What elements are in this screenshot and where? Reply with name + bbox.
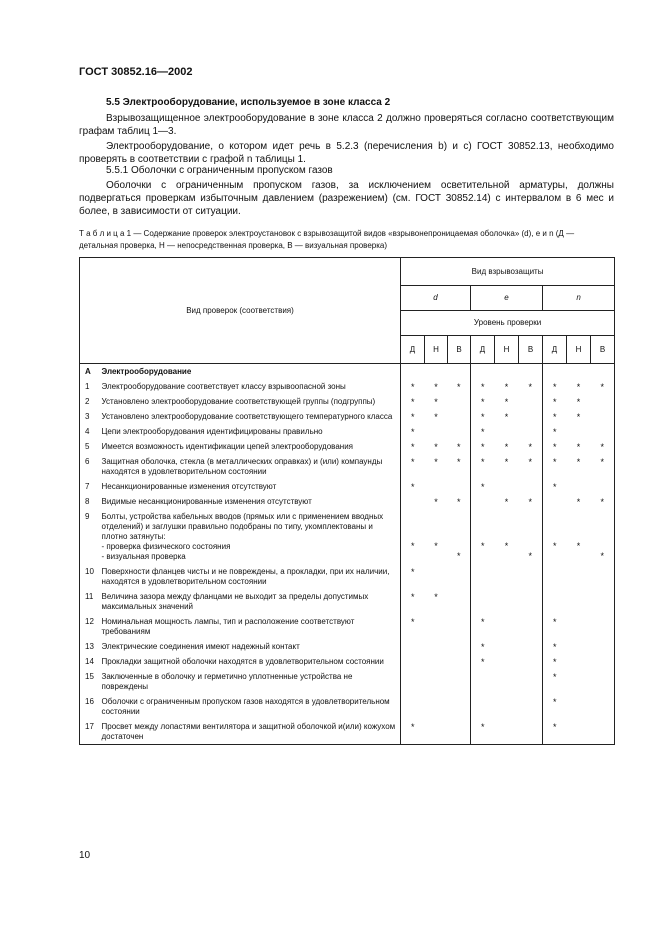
check-mark-cell <box>519 654 543 669</box>
check-mark-cell: * <box>504 497 509 507</box>
check-mark-cell: * <box>434 397 438 407</box>
check-mark-cell: * <box>401 614 425 639</box>
check-mark-cell: * <box>543 379 567 394</box>
row-number: 13 <box>80 639 100 654</box>
checks-table <box>79 257 615 745</box>
check-mark-cell <box>448 364 471 380</box>
check-mark-cell <box>471 364 495 380</box>
check-mark-cell <box>495 564 519 589</box>
row-text: Номинальная мощность лампы, тип и расположение соответствуют требованиям <box>100 614 401 639</box>
check-mark-cell <box>495 424 519 439</box>
check-mark-cell <box>591 654 615 669</box>
check-mark-cell <box>519 669 543 694</box>
check-mark-cell: * <box>401 394 425 409</box>
table-caption: Т а б л и ц а 1 — Содержание проверок электроустановок с взрывозащитой видов «взрывонепроницаемая оболочка» (d), е и n (Д — детальная проверка, Н — непосредственная проверка, В — визуальная проверка) <box>79 229 575 250</box>
row-number: 12 <box>80 614 100 639</box>
row-number: 2 <box>80 394 100 409</box>
row-text: Электрические соединения имеют надежный контакт <box>100 639 401 654</box>
check-mark-cell <box>448 654 471 669</box>
check-mark-cell <box>519 719 543 745</box>
check-mark-cell: * <box>591 509 615 564</box>
check-mark-cell <box>519 394 543 409</box>
check-mark-cell <box>567 424 591 439</box>
check-mark-cell: * <box>456 551 461 561</box>
check-mark-cell <box>591 564 615 589</box>
check-mark-cell: * <box>528 457 532 467</box>
check-mark-cell: * <box>434 457 438 467</box>
check-mark-cell: * <box>401 719 425 745</box>
row-text: Электрооборудование <box>100 364 401 380</box>
row-number: А <box>80 364 100 380</box>
document-header: ГОСТ 30852.16—2002 <box>79 66 193 78</box>
check-mark-cell: * <box>471 424 495 439</box>
check-mark-cell: * <box>401 589 425 614</box>
check-mark-cell <box>567 639 591 654</box>
paragraph-1: Взрывозащищенное электрооборудование в зоне класса 2 должно проверяться согласно соответствующим графам таблиц 1—3. <box>79 113 614 137</box>
check-mark-cell: * <box>471 509 495 564</box>
table-row <box>80 509 615 564</box>
table-row <box>80 669 615 694</box>
check-mark-cell <box>425 424 448 439</box>
check-mark-cell <box>425 364 448 380</box>
check-mark-cell <box>448 669 471 694</box>
check-mark-cell: * <box>401 564 425 589</box>
check-mark-cell: * <box>456 382 461 392</box>
check-mark-cell: * <box>471 409 495 424</box>
check-mark-cell: * <box>543 439 567 454</box>
table-row <box>80 454 615 479</box>
check-mark-cell: * <box>576 457 581 467</box>
check-mark-cell: * <box>591 379 615 394</box>
header-level: Д <box>471 336 495 364</box>
table-row <box>80 564 615 589</box>
check-mark-cell <box>401 669 425 694</box>
check-mark-cell <box>495 364 519 380</box>
check-mark-cell: * <box>576 412 581 422</box>
row-number: 10 <box>80 564 100 589</box>
check-mark-cell: * <box>401 479 425 494</box>
check-mark-cell <box>448 719 471 745</box>
check-mark-cell <box>401 639 425 654</box>
check-mark-cell <box>519 694 543 719</box>
check-mark-cell <box>519 424 543 439</box>
row-number: 16 <box>80 694 100 719</box>
check-mark-cell: * <box>576 497 581 507</box>
row-number: 11 <box>80 589 100 614</box>
table-row <box>80 639 615 654</box>
row-number: 1 <box>80 379 100 394</box>
check-mark-cell <box>471 564 495 589</box>
row-text: Поверхности фланцев чисты и не повреждены, а прокладки, при их наличии, находятся в удовлетворительном состоянии <box>100 564 401 589</box>
check-mark-cell: * <box>504 457 509 467</box>
check-mark-cell <box>567 479 591 494</box>
check-mark-cell: * <box>471 479 495 494</box>
header-level: В <box>591 336 615 364</box>
check-mark-cell <box>448 394 471 409</box>
check-mark-cell <box>591 639 615 654</box>
check-mark-cell <box>425 564 448 589</box>
row-text: Цепи электрооборудования идентифицированы правильно <box>100 424 401 439</box>
check-mark-cell: * <box>504 397 509 407</box>
table-row <box>80 654 615 669</box>
check-mark-cell <box>471 494 495 509</box>
row-number: 9 <box>80 509 100 564</box>
check-mark-cell: * <box>528 442 532 452</box>
check-mark-cell <box>495 694 519 719</box>
row-text: Установлено электрооборудование соответствующего температурного класса <box>100 409 401 424</box>
check-mark-cell: * <box>471 654 495 669</box>
check-mark-cell <box>425 614 448 639</box>
check-mark-cell: * <box>456 457 461 467</box>
check-mark-cell <box>591 669 615 694</box>
table-row <box>80 614 615 639</box>
check-mark-cell <box>401 654 425 669</box>
check-mark-cell <box>448 424 471 439</box>
header-level: Н <box>567 336 591 364</box>
check-mark-cell: * <box>504 541 509 551</box>
check-mark-cell <box>471 669 495 694</box>
table-row <box>80 379 615 394</box>
check-mark-cell: * <box>543 409 567 424</box>
check-mark-cell: * <box>543 454 567 479</box>
check-mark-cell: * <box>528 551 532 561</box>
header-level: Н <box>425 336 448 364</box>
row-number: 5 <box>80 439 100 454</box>
header-protection-type: Вид взрывозащиты <box>401 258 615 286</box>
check-mark-cell <box>567 589 591 614</box>
check-mark-cell: * <box>434 497 438 507</box>
header-group-n: n <box>543 286 615 311</box>
check-mark-cell: * <box>434 382 438 392</box>
check-mark-cell: * <box>543 719 567 745</box>
check-mark-cell: * <box>576 442 581 452</box>
check-mark-cell <box>425 479 448 494</box>
row-text: Электрооборудование соответствует классу взрывоопасной зоны <box>100 379 401 394</box>
check-mark-cell: * <box>504 382 509 392</box>
check-mark-cell: * <box>471 719 495 745</box>
check-mark-cell <box>591 424 615 439</box>
check-mark-cell: * <box>543 394 567 409</box>
check-mark-cell <box>425 654 448 669</box>
table-row <box>80 409 615 424</box>
row-number: 4 <box>80 424 100 439</box>
check-mark-cell: * <box>543 479 567 494</box>
check-mark-cell <box>567 614 591 639</box>
check-mark-cell <box>591 589 615 614</box>
check-mark-cell: * <box>504 442 509 452</box>
header-check-level: Уровень проверки <box>401 311 615 336</box>
check-mark-cell: * <box>471 394 495 409</box>
check-mark-cell <box>471 589 495 614</box>
check-mark-cell <box>471 694 495 719</box>
table-row <box>80 589 615 614</box>
check-mark-cell <box>425 669 448 694</box>
row-text: Видимые несанкционированные изменения отсутствуют <box>100 494 401 509</box>
check-mark-cell: * <box>434 592 438 602</box>
check-mark-cell <box>495 639 519 654</box>
check-mark-cell <box>495 614 519 639</box>
check-mark-cell: * <box>528 382 532 392</box>
check-mark-cell <box>591 694 615 719</box>
check-mark-cell: * <box>543 694 567 719</box>
check-mark-cell: * <box>456 442 461 452</box>
check-mark-cell <box>401 364 425 380</box>
check-mark-cell: * <box>401 439 425 454</box>
check-mark-cell: * <box>401 379 425 394</box>
paragraph-2: Электрооборудование, о котором идет речь в 5.2.3 (перечисления b) и с) ГОСТ 30852.13, необходимо проверять в соответствии с графой n таблицы 1. <box>79 141 614 165</box>
check-mark-cell <box>519 409 543 424</box>
row-number: 7 <box>80 479 100 494</box>
check-mark-cell: * <box>434 541 438 551</box>
check-mark-cell: * <box>401 424 425 439</box>
check-mark-cell <box>519 639 543 654</box>
table-row <box>80 394 615 409</box>
check-mark-cell <box>567 564 591 589</box>
check-mark-cell: * <box>471 439 495 454</box>
check-mark-cell: * <box>401 509 425 564</box>
check-mark-cell <box>448 694 471 719</box>
check-mark-cell: * <box>401 409 425 424</box>
subsection-heading: 5.5.1 Оболочки с ограниченным пропуском газов <box>106 165 333 176</box>
check-mark-cell: * <box>576 397 581 407</box>
check-mark-cell <box>591 614 615 639</box>
check-mark-cell: * <box>576 541 581 551</box>
section-heading: 5.5 Электрооборудование, используемое в зоне класса 2 <box>106 97 391 108</box>
header-level: Н <box>495 336 519 364</box>
check-mark-cell: * <box>591 494 615 509</box>
header-level: В <box>448 336 471 364</box>
check-mark-cell <box>519 614 543 639</box>
check-mark-cell: * <box>456 497 461 507</box>
table-row <box>80 439 615 454</box>
check-mark-cell: * <box>543 654 567 669</box>
row-text: Заключенные в оболочку и герметично уплотненные устройства не повреждены <box>100 669 401 694</box>
check-mark-cell: * <box>591 454 615 479</box>
check-mark-cell <box>401 694 425 719</box>
check-mark-cell: * <box>543 614 567 639</box>
row-text: Величина зазора между фланцами не выходит за пределы допустимых максимальных значений <box>100 589 401 614</box>
check-mark-cell <box>448 409 471 424</box>
table-row <box>80 694 615 719</box>
header-group-e: e <box>471 286 543 311</box>
check-mark-cell: * <box>543 424 567 439</box>
check-mark-cell: * <box>543 509 567 564</box>
check-mark-cell <box>401 494 425 509</box>
row-text: Болты, устройства кабельных вводов (прямых или с применением вводных отделений) и заглушки правильно подобраны по типу, укомплектованы и плотно затянуты: - проверка физического состояния - визуальная проверка <box>100 509 401 564</box>
check-mark-cell <box>519 589 543 614</box>
check-mark-cell <box>567 654 591 669</box>
check-mark-cell <box>591 409 615 424</box>
check-mark-cell <box>543 364 567 380</box>
check-mark-cell <box>543 564 567 589</box>
row-text: Оболочки с ограниченным пропуском газов находятся в удовлетворительном состоянии <box>100 694 401 719</box>
row-text: Несанкционированные изменения отсутствуют <box>100 479 401 494</box>
check-mark-cell <box>591 394 615 409</box>
check-mark-cell <box>567 694 591 719</box>
page-number: 10 <box>79 850 91 861</box>
check-mark-cell <box>495 719 519 745</box>
check-mark-cell: * <box>434 412 438 422</box>
check-mark-cell <box>567 669 591 694</box>
check-mark-cell <box>591 364 615 380</box>
row-text: Просвет между лопастями вентилятора и защитной оболочкой и(или) кожухом достаточен <box>100 719 401 745</box>
check-mark-cell <box>495 669 519 694</box>
row-text: Имеется возможность идентификации цепей электрооборудования <box>100 439 401 454</box>
check-mark-cell: * <box>576 382 581 392</box>
header-level: Д <box>401 336 425 364</box>
check-mark-cell <box>543 494 567 509</box>
check-mark-cell <box>519 364 543 380</box>
row-text: Защитная оболочка, стекла (в металлических оправках) и (или) компаунды находятся в удовлетворительном состоянии <box>100 454 401 479</box>
check-mark-cell <box>591 479 615 494</box>
row-number: 6 <box>80 454 100 479</box>
check-mark-cell <box>448 614 471 639</box>
check-mark-cell <box>591 719 615 745</box>
row-number: 15 <box>80 669 100 694</box>
check-mark-cell <box>448 589 471 614</box>
check-mark-cell: * <box>543 669 567 694</box>
check-mark-cell <box>495 654 519 669</box>
check-mark-cell <box>495 589 519 614</box>
table-row <box>80 479 615 494</box>
table-row <box>80 494 615 509</box>
row-number: 3 <box>80 409 100 424</box>
row-number: 14 <box>80 654 100 669</box>
check-mark-cell <box>567 719 591 745</box>
check-mark-cell: * <box>471 454 495 479</box>
row-text: Прокладки защитной оболочки находятся в удовлетворительном состоянии <box>100 654 401 669</box>
check-mark-cell <box>448 564 471 589</box>
check-mark-cell <box>519 564 543 589</box>
check-mark-cell <box>425 694 448 719</box>
check-mark-cell <box>495 479 519 494</box>
header-check-type: Вид проверок (соответствия) <box>80 258 401 364</box>
header-level: В <box>519 336 543 364</box>
header-level: Д <box>543 336 567 364</box>
check-mark-cell <box>448 639 471 654</box>
check-mark-cell <box>425 639 448 654</box>
check-mark-cell: * <box>471 614 495 639</box>
check-mark-cell <box>448 479 471 494</box>
row-text: Установлено электрооборудование соответствующей группы (подгруппы) <box>100 394 401 409</box>
row-number: 8 <box>80 494 100 509</box>
check-mark-cell: * <box>471 379 495 394</box>
check-mark-cell: * <box>434 442 438 452</box>
check-mark-cell: * <box>591 439 615 454</box>
check-mark-cell: * <box>543 639 567 654</box>
header-group-d: d <box>401 286 471 311</box>
check-mark-cell: * <box>504 412 509 422</box>
check-mark-cell <box>543 589 567 614</box>
check-mark-cell: * <box>401 454 425 479</box>
table-row <box>80 719 615 745</box>
check-mark-cell <box>567 364 591 380</box>
check-mark-cell <box>425 719 448 745</box>
check-mark-cell <box>519 479 543 494</box>
check-mark-cell: * <box>528 497 532 507</box>
row-number: 17 <box>80 719 100 745</box>
table-row <box>80 364 615 380</box>
paragraph-3: Оболочки с ограниченным пропуском газов, за исключением осветительной арматуры, должны подвергаться проверкам избыточным давлением (разрежением) (см. ГОСТ 30852.14) с интервалом в 6 мес и более, в зависимости от ситуации. <box>79 180 614 217</box>
table-row <box>80 424 615 439</box>
check-mark-cell: * <box>471 639 495 654</box>
